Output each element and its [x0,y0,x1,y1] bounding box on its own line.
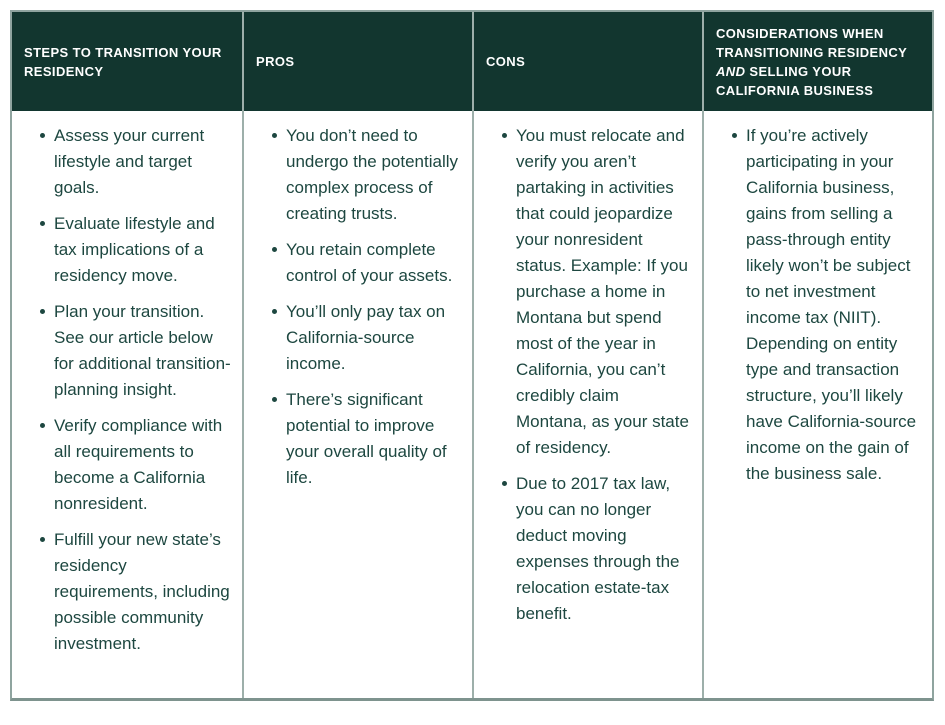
column-body-steps [12,111,242,667]
bullet-icon [272,133,277,138]
bullet-icon [272,397,277,402]
list-item-text: You must relocate and verify you aren’t partaking in activities that could jeopardize your nonresident status. Example: If you purchase a home in Montana but spend most of the year in California, you can’t credibly claim Montana, as your state of residency. [516,126,689,457]
bullet-icon [272,309,277,314]
header-line: TRANSITIONING RESIDENCY [716,44,908,60]
list-item-text: You don’t need to undergo the potentially complex process of creating trusts. [286,126,459,223]
list-item-text: Assess your current lifestyle and target goals. [54,126,205,197]
column-steps [12,12,242,698]
column-cons [472,12,702,698]
bullet-icon [40,309,45,314]
column-header-steps [12,12,242,111]
header-line: CONSIDERATIONS WHEN [716,25,884,41]
header-italic-word: AND [716,63,746,79]
bullet-icon [40,423,45,428]
bullet-icon [732,133,737,138]
list-item-text: You retain complete control of your assets. [286,240,453,285]
column-body-considerations [704,111,932,497]
column-considerations [702,12,932,698]
list-item [502,471,694,627]
comparison-table [10,10,934,701]
column-header-considerations [704,12,932,111]
list-item [40,413,234,517]
list-item [732,123,924,487]
list-item-text: If you’re actively participating in your California business, gains from selling a pass-through entity likely won’t be subject to net investment income tax (NIIT). Depending on entity type and transaction structure, you’ll likely have California-source income on the gain of the business sale. [746,126,917,483]
column-body-pros [244,111,472,501]
bullet-icon [272,247,277,252]
list-item [40,527,234,657]
list-item [40,299,234,403]
header-line: STEPS TO TRANSITION YOUR [24,44,222,60]
list-item [272,237,464,289]
list-item [272,123,464,227]
list-item [40,211,234,289]
column-body-cons [474,111,702,637]
list-item [40,123,234,201]
list-item-text: Verify compliance with all requirements to become a California nonresident. [54,416,223,513]
column-pros [242,12,472,698]
bullet-icon [502,481,507,486]
bullet-icon [40,221,45,226]
header-line: RESIDENCY [24,63,104,79]
bullet-icon [40,133,45,138]
list-item-text: There’s significant potential to improve your overall quality of life. [286,390,447,487]
column-header-cons [474,12,702,111]
list-item-text: Due to 2017 tax law, you can no longer deduct moving expenses through the relocation estate-tax benefit. [516,474,680,623]
list-item [272,387,464,491]
header-line: PROS [256,54,295,69]
bullet-icon [40,537,45,542]
list-item [502,123,694,461]
list-item-text: Fulfill your new state’s residency requirements, including possible community investment. [54,530,230,653]
list-item-text: Evaluate lifestyle and tax implications of a residency move. [54,214,215,285]
bullet-icon [502,133,507,138]
header-line: CALIFORNIA BUSINESS [716,82,874,98]
list-item [272,299,464,377]
header-line [716,62,926,81]
list-item-text: You’ll only pay tax on California-source income. [286,302,446,373]
header-line-rest: SELLING YOUR [745,63,852,79]
header-line: CONS [486,54,526,69]
column-header-pros [244,12,472,111]
list-item-text: Plan your transition. See our article below for additional transition-planning insight. [54,302,231,399]
